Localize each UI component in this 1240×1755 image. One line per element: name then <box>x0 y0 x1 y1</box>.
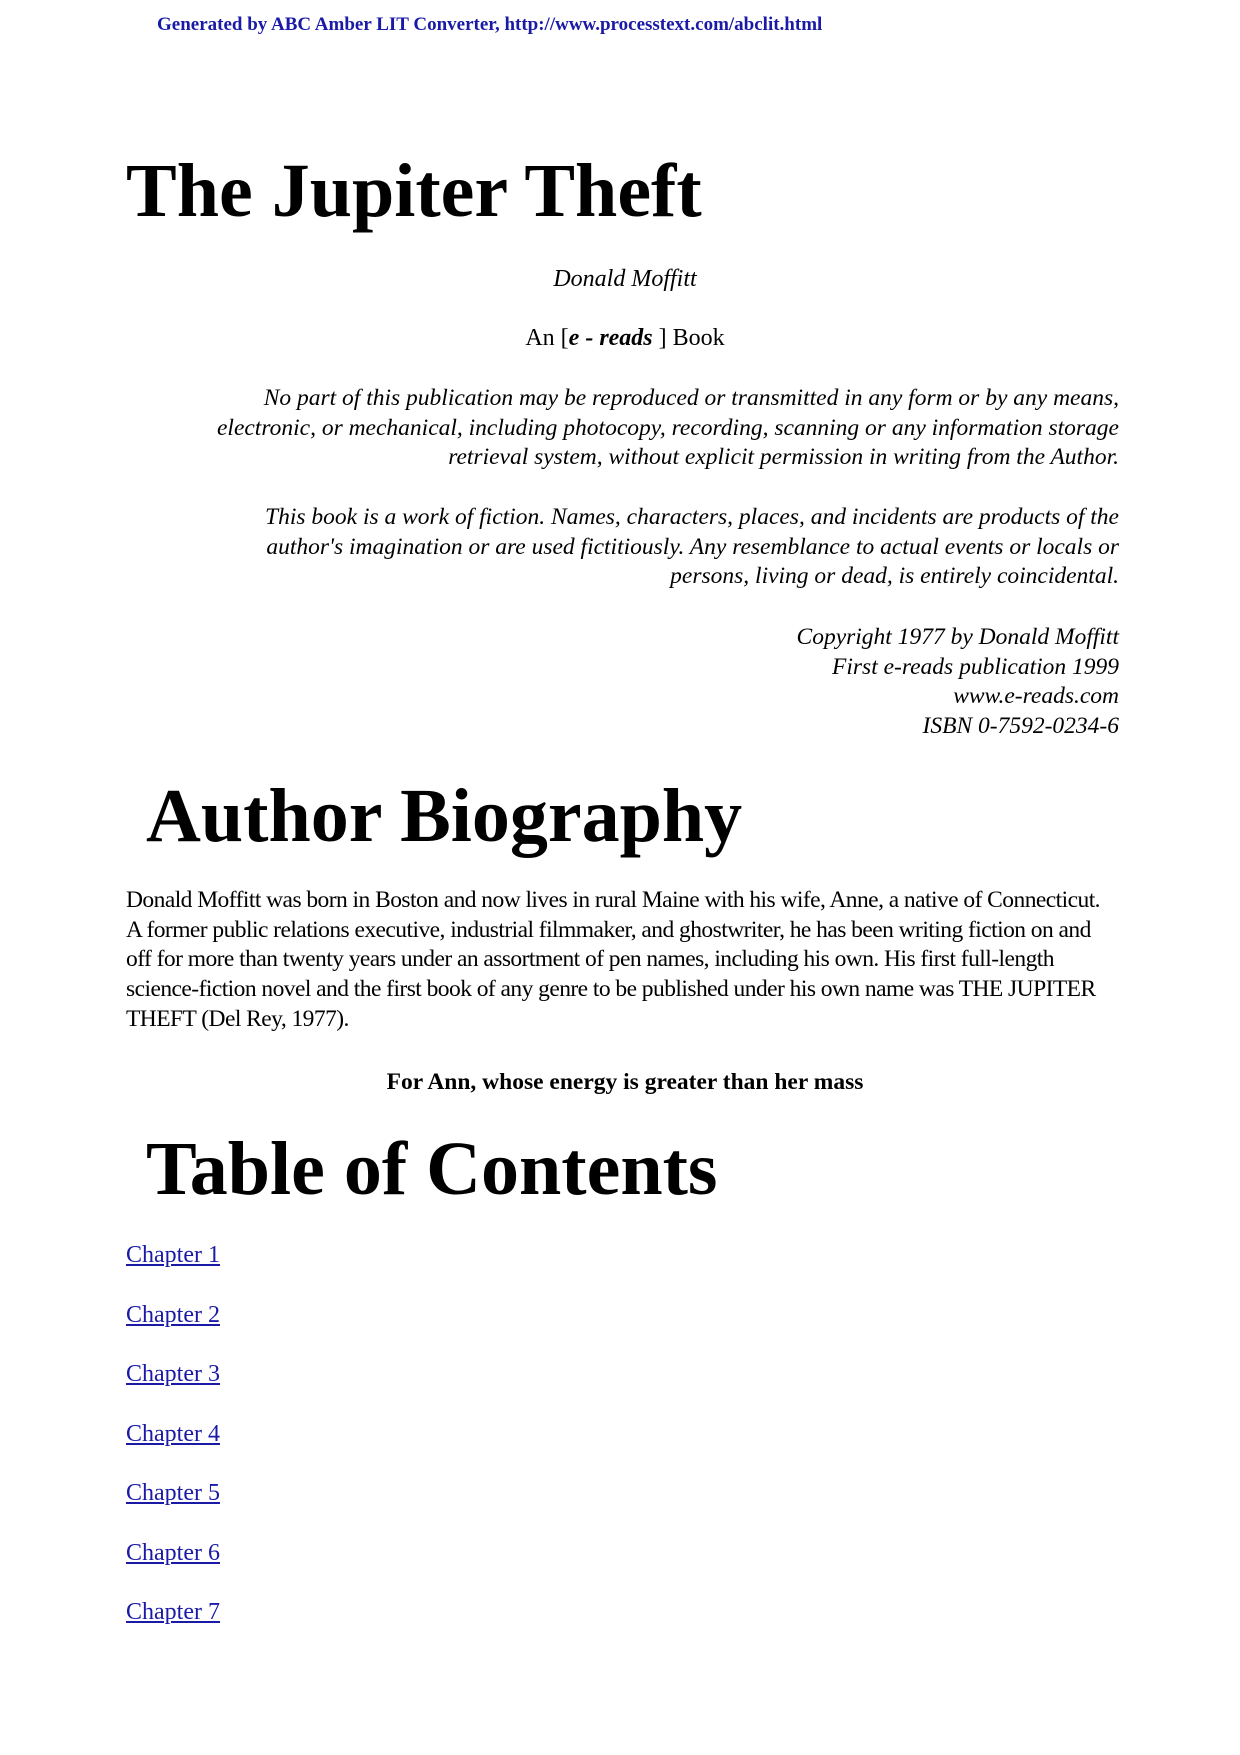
biography-heading: Author Biography <box>146 774 743 858</box>
copyright-line: Copyright 1977 by Donald Moffitt <box>796 624 1119 650</box>
toc-item <box>126 1300 220 1360</box>
ereads-prefix: An [ <box>525 325 569 351</box>
rights-notice-line: electronic, or mechanical, including photocopy, recording, scanning or any information storage <box>216 414 1119 441</box>
toc-link-chapter-1[interactable]: Chapter 1 <box>126 1242 220 1268</box>
fiction-notice-line: author's imagination or are used fictitiously. Any resemblance to actual events or locals or <box>266 533 1119 560</box>
toc-item <box>126 1240 220 1300</box>
ereads-brand: e - reads <box>568 325 653 351</box>
toc-list <box>126 1240 220 1657</box>
fiction-notice-line: This book is a work of fiction. Names, characters, places, and incidents are products of the <box>265 504 1119 530</box>
toc-link-chapter-7[interactable]: Chapter 7 <box>126 1599 220 1625</box>
toc-item <box>126 1597 220 1657</box>
toc-item <box>126 1359 220 1419</box>
rights-notice <box>119 384 1119 473</box>
converter-banner: Generated by ABC Amber LIT Converter, http://www.processtext.com/abclit.html <box>157 14 823 35</box>
fiction-notice <box>119 503 1119 592</box>
isbn-line: ISBN 0-7592-0234-6 <box>922 713 1119 740</box>
dedication: For Ann, whose energy is greater than her mass <box>386 1069 864 1095</box>
fiction-notice-line: persons, living or dead, is entirely coincidental. <box>670 563 1119 590</box>
website-line: www.e-reads.com <box>953 683 1119 710</box>
rights-notice-line: retrieval system, without explicit permission in writing from the Author. <box>448 444 1119 471</box>
rights-notice-line: No part of this publication may be reproduced or transmitted in any form or by any means, <box>263 385 1119 411</box>
toc-link-chapter-4[interactable]: Chapter 4 <box>126 1420 220 1447</box>
biography-text: Donald Moffitt was born in Boston and now lives in rural Maine with his wife, Anne, a native of Connecticut. A former public relations executive, industrial filmmaker, and ghostwriter, he has been writing fiction on and off for more than twenty years under an assortment of pen names, including his own. His first full-length science-fiction novel and the first book of any genre to be published under his own name was THE JUPITER THEFT (Del Rey, 1977). <box>126 887 1100 1032</box>
author-name: Donald Moffitt <box>553 266 697 292</box>
toc-heading: Table of Contents <box>146 1127 718 1211</box>
toc-link-chapter-2[interactable]: Chapter 2 <box>126 1301 220 1328</box>
book-title: The Jupiter Theft <box>126 149 702 233</box>
toc-link-chapter-3[interactable]: Chapter 3 <box>126 1361 220 1387</box>
toc-item <box>126 1478 220 1538</box>
ereads-line <box>0 323 1240 353</box>
toc-item <box>126 1419 220 1479</box>
publication-line: First e-reads publication 1999 <box>832 653 1119 680</box>
ereads-suffix: ] Book <box>652 325 725 351</box>
toc-item <box>126 1538 220 1598</box>
toc-link-chapter-5[interactable]: Chapter 5 <box>126 1480 220 1506</box>
toc-link-chapter-6[interactable]: Chapter 6 <box>126 1539 220 1566</box>
copyright-block <box>119 623 1119 742</box>
